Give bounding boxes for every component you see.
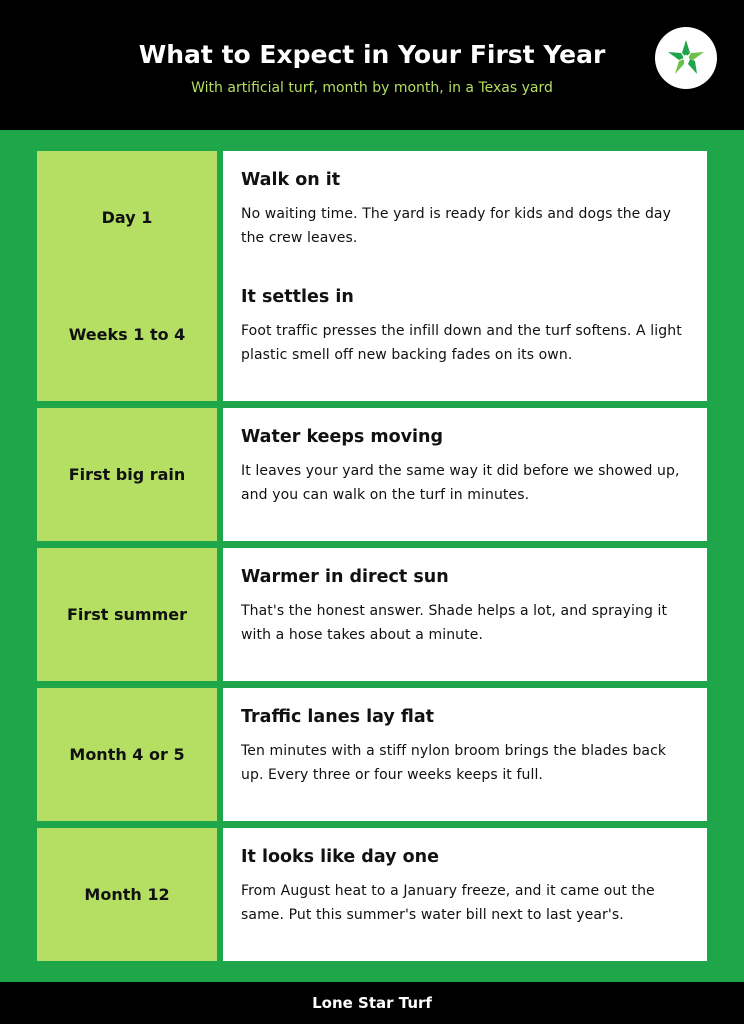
timeline-content	[223, 151, 707, 284]
header	[0, 0, 744, 130]
timeline-item-body: It leaves your yard the same way it did before we showed up, and you can walk on the turf in minutes.	[241, 463, 680, 503]
timeline-item-body: From August heat to a January freeze, and it came out the same. Put this summer's water bill next to last year's.	[241, 883, 655, 923]
timeline-item-body: That's the honest answer. Shade helps a lot, and spraying it with a hose takes about a minute.	[241, 603, 668, 643]
timeline-item-body: No waiting time. The yard is ready for kids and dogs the day the crew leaves.	[241, 206, 671, 246]
timeline-period-label: First big rain	[37, 408, 217, 541]
timeline-period-label: Month 4 or 5	[37, 688, 217, 821]
timeline-period-label: Weeks 1 to 4	[37, 268, 217, 401]
timeline-row	[37, 151, 707, 284]
star-leaf-icon	[655, 27, 717, 89]
timeline-content	[223, 688, 707, 821]
timeline-item-title: Warmer in direct sun	[241, 567, 449, 587]
timeline-item-title: Water keeps moving	[241, 427, 444, 447]
timeline-row	[37, 828, 707, 961]
timeline-item-title: It looks like day one	[241, 847, 439, 867]
footer-brand: Lone Star Turf	[0, 982, 744, 1024]
timeline-period-label: Month 12	[37, 828, 217, 961]
timeline-content	[223, 408, 707, 541]
timeline-item-title: It settles in	[241, 287, 354, 307]
timeline-content	[223, 828, 707, 961]
timeline-item-title: Traffic lanes lay flat	[241, 707, 434, 727]
timeline-row	[37, 688, 707, 821]
timeline-period-label: First summer	[37, 548, 217, 681]
page-subtitle: With artificial turf, month by month, in a Texas yard	[191, 80, 553, 96]
timeline-row	[37, 268, 707, 401]
timeline-row	[37, 408, 707, 541]
timeline-row	[37, 548, 707, 681]
timeline-period-label: Day 1	[37, 151, 217, 284]
timeline-item-body: Ten minutes with a stiff nylon broom brings the blades back up. Every three or four weeks keeps it full.	[241, 743, 667, 783]
page-title: What to Expect in Your First Year	[138, 40, 606, 69]
timeline-item-title: Walk on it	[241, 170, 341, 190]
timeline-content	[223, 268, 707, 401]
timeline-panel	[0, 130, 744, 982]
timeline-item-body: Foot traffic presses the infill down and the turf softens. A light plastic smell off new backing fades on its own.	[241, 323, 682, 363]
timeline-content	[223, 548, 707, 681]
